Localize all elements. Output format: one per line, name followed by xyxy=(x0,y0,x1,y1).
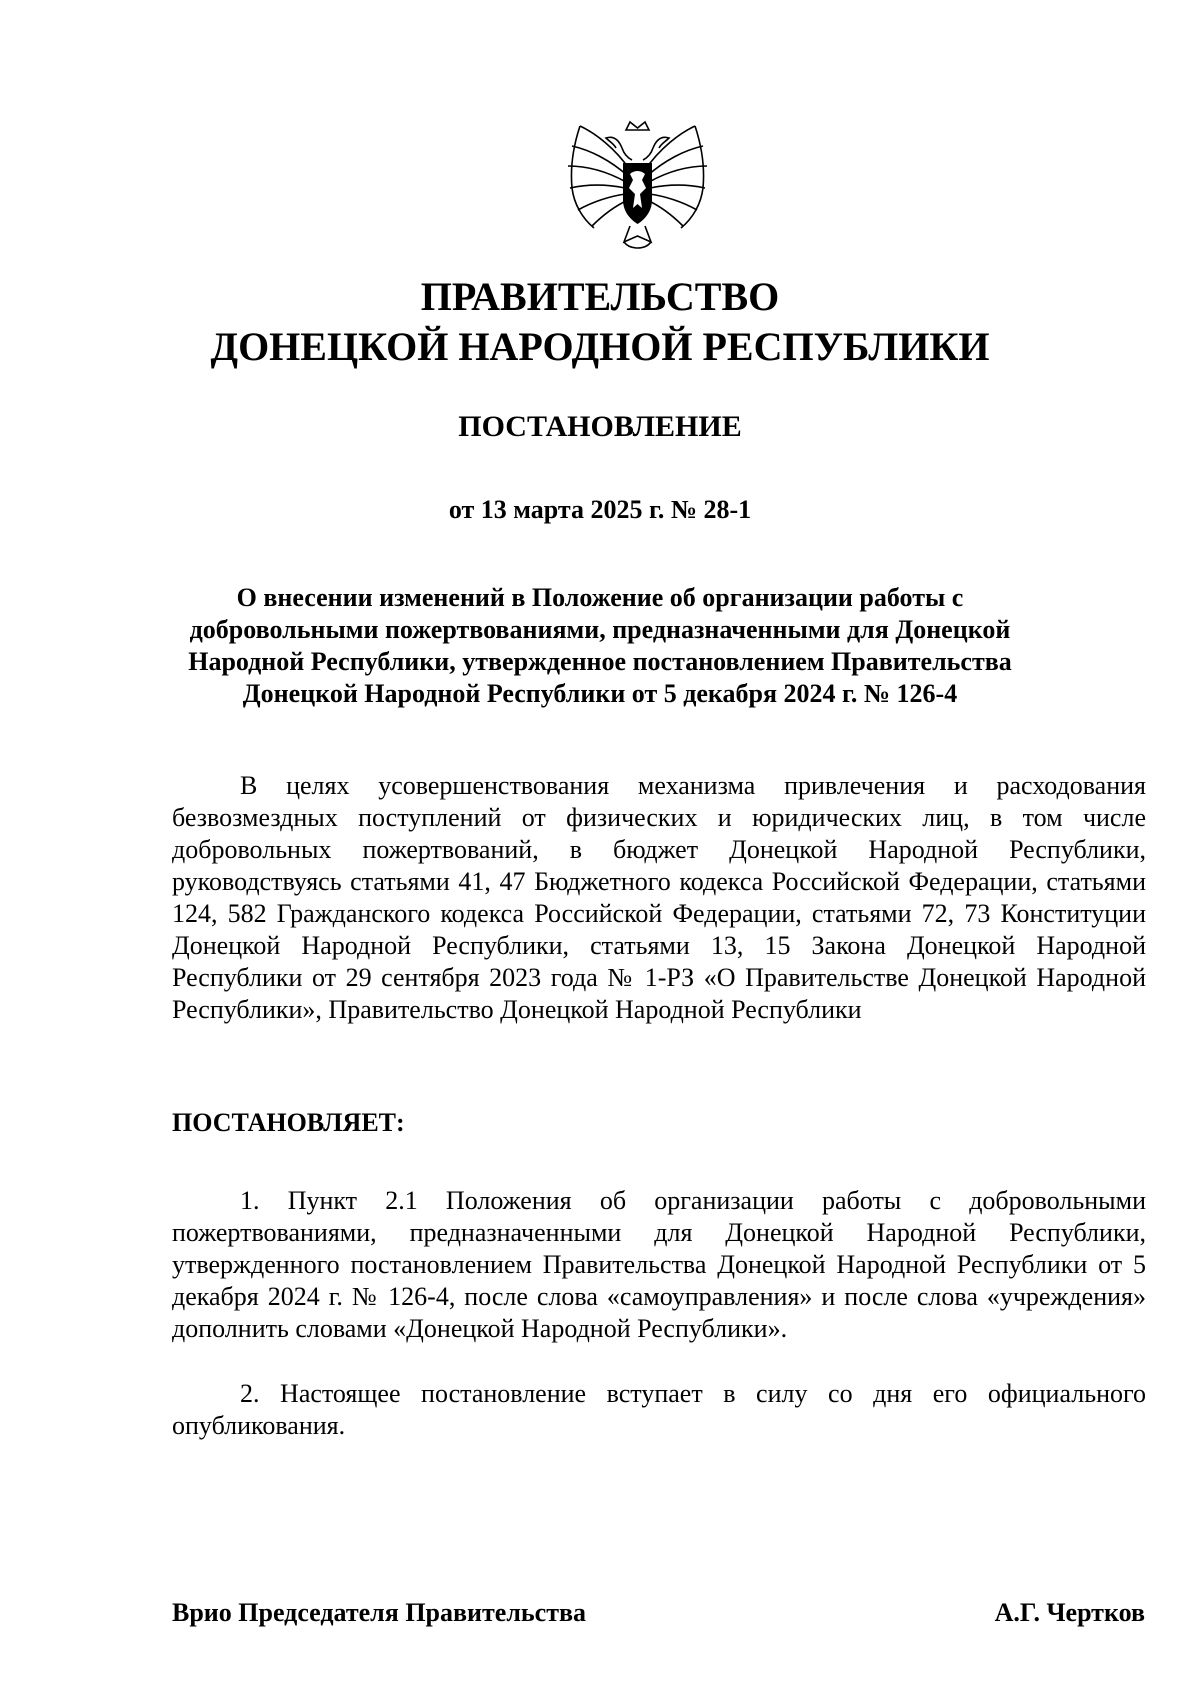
clause-1-paragraph: 1. Пункт 2.1 Положения об организации работы с добровольными пожертвованиями, предназначенными для Донецкой Народной Республики, утвержденного постановлением Правительства Донецкой Народной Республики от 5 декабря 2024 г. № 126-4, после слова «самоуправления» и после слова «учреждения» дополнить словами «Донецкой Народной Республики». xyxy=(172,1186,1146,1343)
document-date-number: от 13 марта 2025 г. № 28-1 xyxy=(448,495,752,524)
signatory-position: Врио Председателя Правительства xyxy=(172,1598,587,1627)
signatory-name: А.Г. Чертков xyxy=(994,1598,1145,1627)
resolves-heading: ПОСТАНОВЛЯЕТ: xyxy=(172,1108,405,1137)
government-title-line1: ПРАВИТЕЛЬСТВО xyxy=(420,274,780,319)
document-type-heading: ПОСТАНОВЛЕНИЕ xyxy=(458,410,742,443)
preamble-paragraph: В целях усовершенствования механизма привлечения и расходования безвозмездных поступлений от физических и юридических лиц, в том числе добровольных пожертвований, в бюджет Донецкой Народной Республики, руководствуясь статьями 41, 47 Бюджетного кодекса Российской Федерации, статьями 124, 582 Гражданского кодекса Российской Федерации, статьями 72, 73 Конституции Донецкой Народной Республики, статьями 13, 15 Закона Донецкой Народной Республики от 29 сентября 2023 года № 1-РЗ «О Правительстве Донецкой Народной Республики», Правительство Донецкой Народной Республики xyxy=(172,771,1146,1024)
government-title-line2: ДОНЕЦКОЙ НАРОДНОЙ РЕСПУБЛИКИ xyxy=(210,324,990,369)
double-headed-eagle-emblem-icon xyxy=(560,108,715,258)
document-subject: О внесении изменений в Положение об организации работы с добровольными пожертвованиями, предназначенными для Донецкой Народной Республики, утвержденное постановлением Правительства Донецкой Народной Республики от 5 декабря 2024 г. № 126-4 xyxy=(188,583,1012,708)
clause-2-paragraph: 2. Настоящее постановление вступает в силу со дня его официального опубликования. xyxy=(172,1379,1146,1440)
